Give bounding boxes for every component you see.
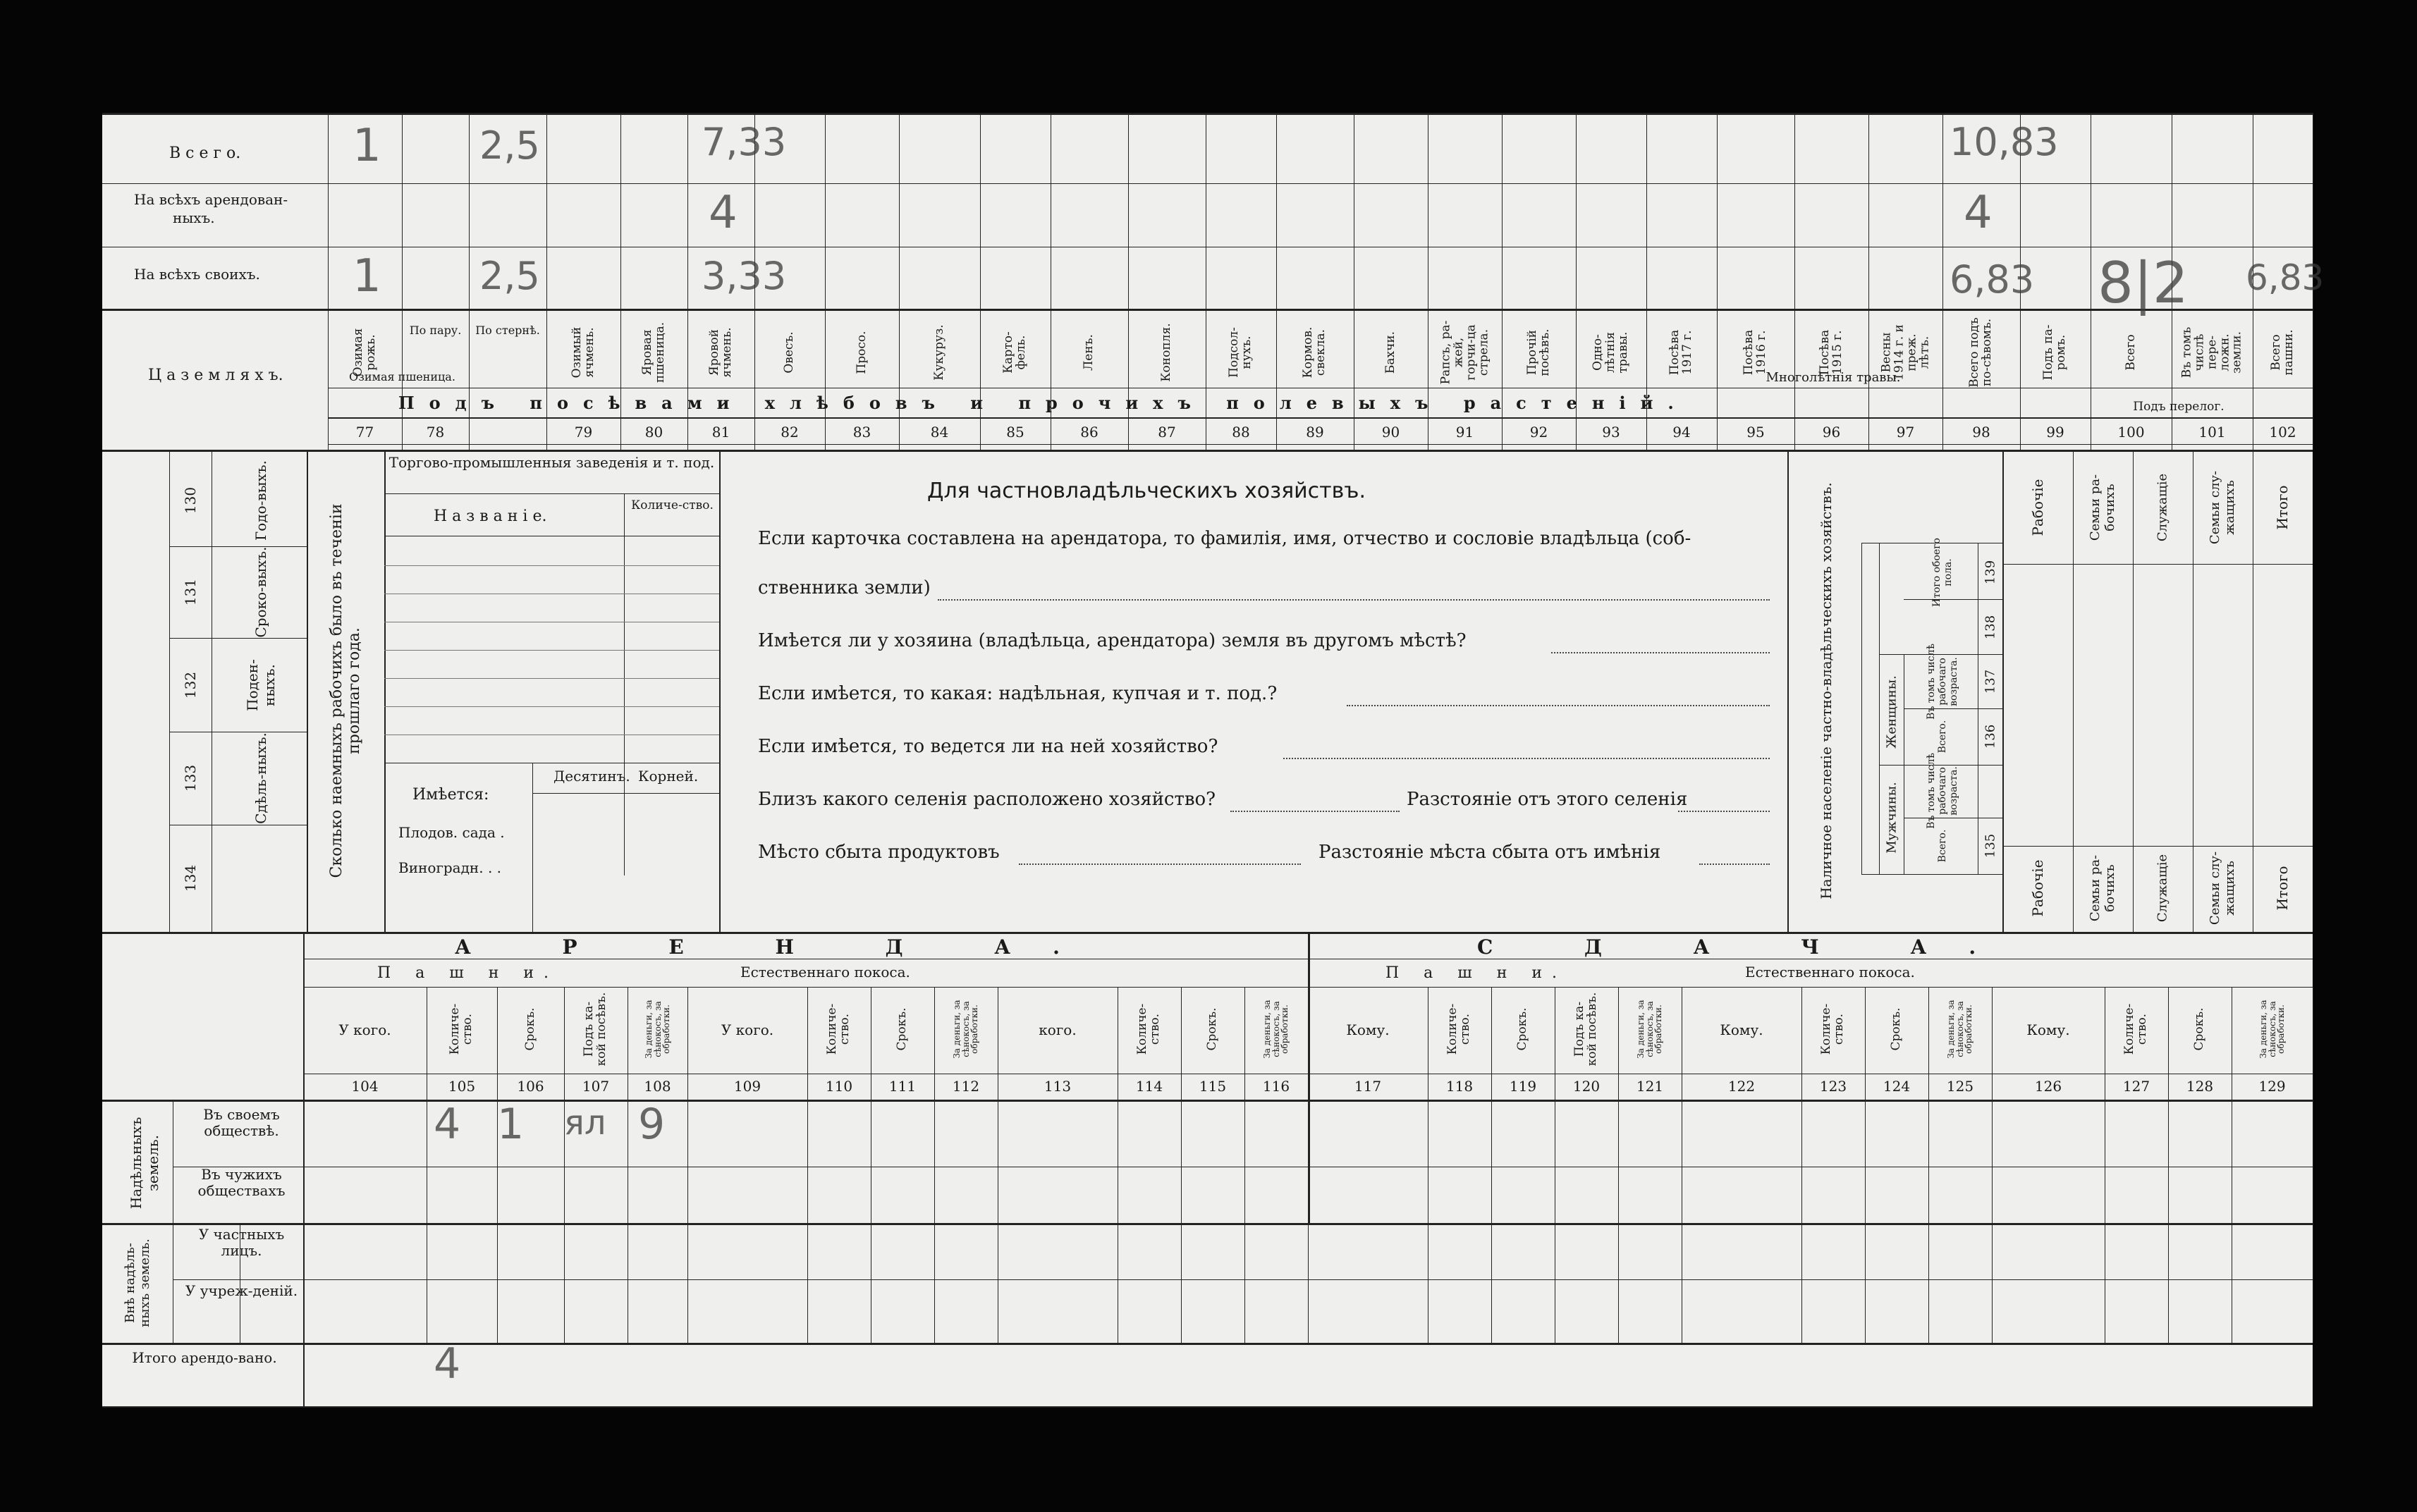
- label-sdelnyh: Сдѣль-ныхъ.: [252, 732, 269, 824]
- private-q6b: Разстояніе мѣста сбыта отъ имѣнія: [1318, 842, 1661, 863]
- bottom-grid-line: [1308, 987, 1309, 1343]
- hired-workers-question: Сколько наемныхъ рабочихъ было въ теченіи прошлаго года.: [328, 503, 363, 878]
- bottom-col-header: Срокъ.: [1205, 1007, 1220, 1051]
- bottom-col-number: 112: [952, 1078, 980, 1095]
- label-podennyh: Поден-ныхъ.: [244, 659, 278, 711]
- top-grid-line: [1942, 113, 1943, 450]
- col-number: 95: [1746, 424, 1765, 441]
- trade-sad: Плодов. сада .: [398, 824, 505, 841]
- num-136: 136: [1983, 724, 1998, 749]
- bottom-col-number: 129: [2258, 1078, 2286, 1095]
- pop-col-sluzh-top: Служащіе: [2155, 473, 2170, 542]
- group-nadelnyh: Надѣльныхъ земель.: [128, 1117, 161, 1210]
- men-vsego: Всего.: [1937, 829, 1948, 863]
- col-number: 84: [930, 424, 949, 441]
- col-number: 91: [1455, 424, 1474, 441]
- row-v-chuzhih: Въ чужихъ обществахъ: [197, 1166, 286, 1199]
- top-grid-line: [1868, 113, 1869, 450]
- bottom-col-number: 111: [888, 1078, 917, 1095]
- row-u-uchrezhd: У учреж-деній.: [185, 1282, 298, 1299]
- crop-header: Карто-фель.: [1001, 331, 1028, 374]
- num-132: 132: [182, 671, 199, 699]
- col-number: 82: [781, 424, 799, 441]
- bottom-col-number: 107: [582, 1078, 610, 1095]
- row-itogo-arendovano: Итого арендо-вано.: [132, 1349, 277, 1366]
- bottom-grid-line: [1491, 987, 1492, 1343]
- bottom-col-header: За деньги, за сѣнокосъ, за обработки.: [952, 1000, 980, 1059]
- pop-col-sluzh-bot: Служащіе: [2155, 854, 2170, 923]
- hw-r3-yachmen: 3,33: [702, 254, 787, 298]
- crop-header: Посѣва 1915 г.: [1817, 329, 1844, 376]
- sdacha-pokos: Естественнаго покоса.: [1745, 964, 1915, 981]
- crop-header: По пару.: [409, 324, 462, 337]
- group-vne-nadelnyh: Внѣ надѣль-ныхъ земель.: [123, 1239, 152, 1327]
- label-srokovyh: Сроко-выхъ.: [252, 546, 269, 638]
- bottom-col-header: Срокъ.: [2192, 1007, 2207, 1051]
- bottom-grid-line: [497, 987, 498, 1343]
- crop-header: По стернѣ.: [475, 324, 540, 337]
- col-number: 78: [426, 424, 445, 441]
- hw-r2-yachmen: 4: [709, 187, 738, 239]
- col-number: 77: [355, 424, 374, 441]
- bottom-col-number: 128: [2186, 1078, 2214, 1095]
- sdacha-title: С Д А Ч А.: [1477, 935, 2019, 959]
- crop-header: Посѣва 1917 г.: [1668, 329, 1694, 376]
- bottom-grid-line: [1618, 987, 1619, 1343]
- bottom-col-number: 113: [1044, 1078, 1072, 1095]
- hw-r3-ozimaya: 1: [353, 250, 381, 302]
- bottom-col-header: Кому.: [2026, 1021, 2070, 1038]
- men-vtom: Въ томъ числѣ рабочаго возраста.: [1926, 753, 1959, 829]
- col-number: 80: [644, 424, 663, 441]
- row-label-arend-2: ныхъ.: [173, 209, 215, 226]
- hw-r3-perelog: 8|2: [2098, 250, 2189, 316]
- row-label-svoih: На всѣхъ своихъ.: [134, 266, 260, 283]
- bottom-col-number: 118: [1445, 1078, 1474, 1095]
- col-number: 100: [2117, 424, 2145, 441]
- col-number: 101: [2198, 424, 2226, 441]
- bottom-col-header: Срокъ.: [895, 1007, 910, 1051]
- crop-header: Бахчи.: [1383, 331, 1397, 374]
- col-number: 97: [1896, 424, 1915, 441]
- num-139: 139: [1983, 560, 1998, 585]
- bottom-col-header: Количе-ство.: [1819, 1003, 1846, 1055]
- bottom-col-number: 124: [1883, 1078, 1911, 1095]
- crop-header: Прочій посѣвъ.: [1524, 328, 1552, 376]
- top-grid-line: [1794, 113, 1795, 450]
- private-title: Для частновладѣльческихъ хозяйствъ.: [927, 479, 1366, 503]
- men-label: Мужчины.: [1884, 782, 1899, 854]
- col-number: 102: [2269, 424, 2296, 441]
- row-label-vsego: В с е г о.: [169, 145, 241, 162]
- hw-arenda-qty: 4: [434, 1100, 461, 1149]
- ozimaya-pshenica-label: Озимая пшеница.: [349, 370, 455, 383]
- crop-header: Кукуруз.: [931, 324, 946, 381]
- top-grid-line: [1717, 113, 1718, 450]
- private-q4: Если имѣется, то ведется ли на ней хозяйство?: [758, 736, 1218, 757]
- na-zemlyakh-label: Ц а з е м л я х ъ.: [148, 367, 283, 384]
- trade-imeetsya: Имѣется:: [412, 786, 489, 804]
- bottom-grid-line: [2168, 987, 2169, 1343]
- crop-header: Подсол-нухъ.: [1227, 327, 1254, 378]
- col-number: 90: [1381, 424, 1400, 441]
- col-number: 79: [574, 424, 593, 441]
- bottom-grid-line: [687, 987, 688, 1343]
- bottom-grid-line: [303, 987, 304, 1343]
- row-label-arend-1: На всѣхъ арендован-: [134, 191, 288, 208]
- bottom-col-number: 110: [825, 1078, 853, 1095]
- crop-header: Ленъ.: [1082, 334, 1096, 371]
- bottom-col-number: 119: [1509, 1078, 1537, 1095]
- private-q1b: ственника земли): [758, 577, 931, 598]
- bottom-col-number: 104: [351, 1078, 379, 1095]
- pop-col-rabochie-top: Рабочіе: [2029, 479, 2046, 536]
- bottom-col-number: 117: [1354, 1078, 1382, 1095]
- bottom-grid-line: [934, 987, 935, 1343]
- private-q6: Мѣсто сбыта продуктовъ: [758, 842, 1000, 863]
- crop-header: Всего: [2123, 334, 2138, 371]
- bottom-col-header: Количе-ство.: [448, 1003, 475, 1055]
- women-vsego: Всего.: [1937, 720, 1948, 754]
- pop-col-rabochie-bot: Рабочіе: [2029, 859, 2046, 917]
- hw-r1-par: 2,5: [479, 123, 540, 168]
- arenda-pashni: П а ш н и.: [377, 964, 559, 982]
- bottom-col-number: 115: [1199, 1078, 1227, 1095]
- bottom-col-header: У кого.: [721, 1021, 774, 1038]
- trade-col-qty: Количе-ство.: [631, 498, 714, 512]
- private-q1a: Если карточка составлена на арендатора, то фамилія, имя, отчество и сословіе владѣльца (соб-: [758, 528, 1691, 549]
- num-138: 138: [1983, 615, 1998, 640]
- pod-perelog-label: Подъ перелог.: [2133, 400, 2225, 414]
- hw-r3-vsego: 6,83: [1950, 257, 2035, 302]
- col-number: 96: [1822, 424, 1841, 441]
- bottom-col-number: 120: [1572, 1078, 1601, 1095]
- crop-header: Одно-лѣтнія травы.: [1591, 331, 1630, 374]
- bottom-col-header: За деньги, за сѣнокосъ, за обработки.: [1262, 1000, 1290, 1059]
- women-label: Женщины.: [1884, 675, 1899, 749]
- arenda-title: А Р Е Н Д А.: [455, 935, 1102, 959]
- arenda-pokos: Естественнаго покоса.: [740, 964, 910, 981]
- bottom-col-number: 114: [1135, 1078, 1163, 1095]
- pop-col-itogo-bot: Итого: [2274, 866, 2291, 911]
- num-131: 131: [182, 578, 199, 606]
- crop-header: Рапсъ, ра-жей, горчи-ца стрела.: [1438, 320, 1491, 385]
- num-133: 133: [182, 764, 199, 792]
- row-u-chastnyh: У частныхъ лицъ.: [198, 1226, 285, 1259]
- crop-header: Просо.: [854, 331, 869, 374]
- bottom-col-header: Кому.: [1720, 1021, 1763, 1038]
- bottom-grid-line: [1992, 987, 1993, 1343]
- bottom-col-header: За деньги, за сѣнокосъ, за обработки.: [1636, 1000, 1664, 1059]
- pod-posevami-band: Подъ посѣвами хлѣбовъ и прочихъ полевыхъ растеній.: [398, 393, 1689, 413]
- crop-header: Конопля.: [1159, 323, 1174, 382]
- bottom-col-number: 121: [1636, 1078, 1664, 1095]
- trade-vinograd: Виноградн. . .: [398, 859, 502, 876]
- crop-header: Всего подъ по-сѣвомъ.: [1967, 317, 1994, 388]
- women-vtom: Въ томъ числѣ рабочаго возраста.: [1926, 644, 1959, 720]
- col-number: 89: [1306, 424, 1324, 441]
- row-v-svoem: Въ своемъ обществѣ.: [203, 1106, 280, 1139]
- bottom-col-number: 127: [2122, 1078, 2150, 1095]
- bottom-col-number: 125: [1946, 1078, 1974, 1095]
- private-q5: Близъ какого селенія расположено хозяйство?: [758, 789, 1216, 810]
- col-number: 99: [2046, 424, 2064, 441]
- bottom-col-header: За деньги, за сѣнокосъ, за обработки.: [2258, 1000, 2286, 1059]
- bottom-col-header: Срокъ.: [1515, 1007, 1530, 1051]
- bottom-col-number: 116: [1262, 1078, 1290, 1095]
- trade-title: Торгово-промышленныя заведенія и т. под.: [388, 454, 715, 471]
- col-number: 94: [1672, 424, 1691, 441]
- bottom-col-header: Количе-ство.: [1135, 1003, 1162, 1055]
- bottom-grid-line: [1244, 987, 1245, 1343]
- bottom-col-number: 122: [1727, 1078, 1756, 1095]
- col-number: 88: [1232, 424, 1250, 441]
- bottom-col-number: 106: [517, 1078, 544, 1095]
- col-number: 83: [852, 424, 871, 441]
- sdacha-pashni: П а ш н и.: [1385, 964, 1567, 982]
- top-grid-line: [328, 113, 329, 450]
- bottom-grid-line: [564, 987, 565, 1343]
- hw-r1-ozimaya: 1: [353, 120, 381, 172]
- col-number: 87: [1158, 424, 1176, 441]
- num-137: 137: [1983, 669, 1998, 694]
- bottom-grid-line: [1865, 987, 1866, 1343]
- crop-header: Овесъ.: [782, 331, 797, 374]
- crop-header: Яровой ячмень.: [706, 327, 734, 378]
- crop-header: Посѣва 1916 г.: [1742, 329, 1768, 376]
- crop-header: Въ томъ числѣ пере-ложн. земли.: [2179, 326, 2244, 379]
- bottom-col-header: За деньги, за сѣнокосъ, за обработки.: [643, 1000, 671, 1059]
- bottom-col-number: 108: [644, 1078, 671, 1095]
- private-q5b: Разстояніе отъ этого селенія: [1407, 789, 1688, 810]
- bottom-col-header: За деньги, за сѣнокосъ, за обработки.: [1946, 1000, 1974, 1059]
- hw-itogo-qty: 4: [434, 1339, 461, 1389]
- bottom-grid-line: [1928, 987, 1929, 1343]
- bottom-grid-line: [807, 987, 808, 1343]
- census-card-sheet: [102, 113, 2325, 1406]
- bottom-col-header: Срокъ.: [1889, 1007, 1904, 1051]
- bottom-col-header: Количе-ство.: [1445, 1003, 1472, 1055]
- trade-desyatin: Десятинъ.: [553, 768, 630, 785]
- bottom-col-number: 109: [733, 1078, 761, 1095]
- num-130: 130: [182, 486, 199, 515]
- crop-header: Озимый ячмень.: [569, 326, 596, 379]
- bottom-col-number: 105: [448, 1078, 476, 1095]
- bottom-col-header: У кого.: [338, 1021, 391, 1038]
- pop-col-semi-rab-top: Семьи ра-бочихъ: [2088, 474, 2117, 541]
- col-number: 98: [1972, 424, 1990, 441]
- crop-header: Кормов. свекла.: [1301, 326, 1328, 379]
- mnogoletnie-label: Многолѣтнія травы.: [1766, 370, 1901, 385]
- bottom-col-header: Количе-ство.: [825, 1003, 852, 1055]
- col-number: 93: [1602, 424, 1620, 441]
- num-135: 135: [1983, 833, 1998, 859]
- hw-r3-par: 2,5: [479, 254, 540, 298]
- pop-col-itogo-top: Итого: [2274, 485, 2291, 530]
- col-number: 86: [1080, 424, 1099, 441]
- col-number: 85: [1006, 424, 1024, 441]
- pop-col-semi-sl-bot: Семьи слу-жащихъ: [2208, 851, 2237, 926]
- bottom-grid-line: [1181, 987, 1182, 1343]
- private-q3: Если имѣется, то какая: надѣльная, купчая и т. под.?: [758, 683, 1278, 704]
- bottom-grid-line: [1801, 987, 1802, 1343]
- hw-r1-yachmen: 7,33: [702, 120, 787, 164]
- bottom-col-header: Подъ ка-кой посѣвъ.: [582, 992, 608, 1067]
- crop-header: Подъ па-ромъ.: [2041, 324, 2068, 381]
- hw-r1-vsego: 10,83: [1950, 120, 2059, 164]
- hw-r3-pashni: 6,83: [2246, 257, 2325, 298]
- label-godovyh: Годо-выхъ.: [252, 460, 269, 541]
- itogo-obeih: Итого обоего пола.: [1931, 538, 1954, 607]
- population-side-label: Наличное населеніе частно-владѣльческихъ хозяйствъ.: [1818, 482, 1835, 899]
- private-q2: Имѣется ли у хозяина (владѣльца, арендатора) земля въ другомъ мѣстѣ?: [758, 630, 1467, 651]
- col-number: 92: [1529, 424, 1548, 441]
- trade-col-name: Н а з в а н і е.: [434, 508, 547, 525]
- trade-korney: Корней.: [638, 768, 699, 785]
- crop-header: Яровая пшеница.: [640, 321, 667, 383]
- bottom-col-number: 126: [2034, 1078, 2062, 1095]
- bottom-col-header: Кому.: [1346, 1021, 1390, 1038]
- pop-col-semi-sl-top: Семьи слу-жащихъ: [2208, 470, 2237, 545]
- hw-r2-vsego: 4: [1964, 187, 1993, 239]
- bottom-col-number: 123: [1819, 1078, 1847, 1095]
- bottom-col-header: Количе-ство.: [2122, 1003, 2149, 1055]
- hw-arenda-srok: 1: [497, 1100, 525, 1149]
- bottom-col-header: кого.: [1039, 1021, 1077, 1038]
- bottom-col-header: Срокъ.: [522, 1007, 537, 1051]
- col-number: 81: [711, 424, 730, 441]
- hw-arenda-za: 9: [638, 1100, 666, 1149]
- crop-header: Всего пашни.: [2268, 329, 2296, 376]
- crop-header: Весны 1914 г. и преж. лѣтъ.: [1878, 324, 1931, 381]
- hw-arenda-posev: ял: [564, 1103, 606, 1143]
- bottom-col-header: Подъ ка-кой посѣвъ.: [1572, 992, 1599, 1067]
- crop-header: Озимая рожь.: [350, 328, 378, 377]
- pop-col-semi-rab-bot: Семьи ра-бочихъ: [2088, 854, 2117, 922]
- num-134: 134: [182, 864, 199, 892]
